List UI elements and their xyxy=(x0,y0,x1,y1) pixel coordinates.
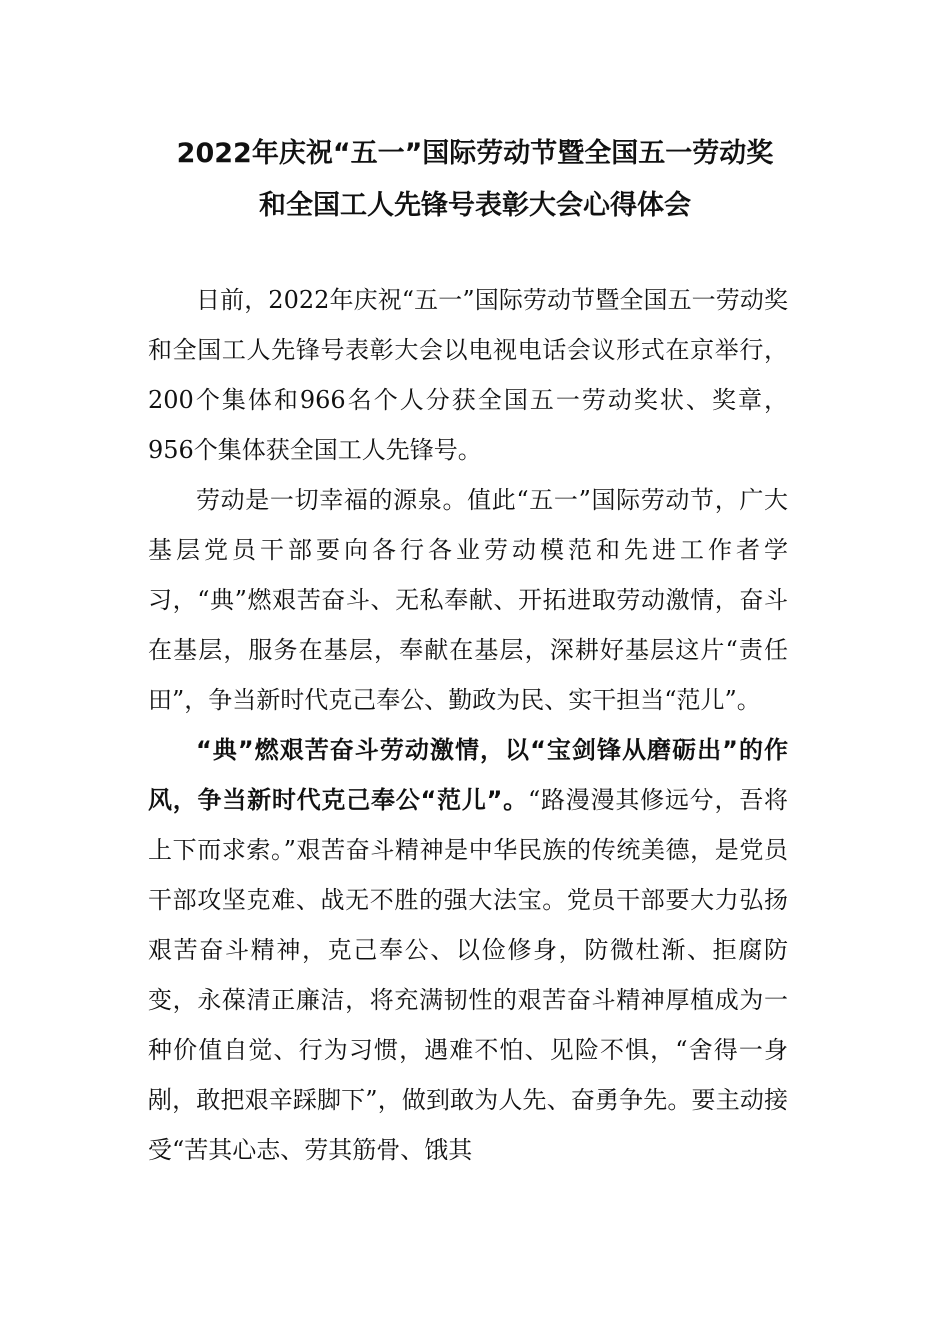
paragraph-1 xyxy=(148,275,788,475)
document-body xyxy=(148,275,788,1175)
document-title-line-1: 2022年庆祝“五一”国际劳动节暨全国五一劳动奖 xyxy=(176,138,774,169)
paragraph-3-heading: “典”燃艰苦奋斗劳动激情，以“宝剑锋从磨砺出”的作风，争当新时代克己奉公“范儿”。 xyxy=(148,736,788,814)
paragraph-3 xyxy=(148,725,788,1175)
paragraph-3-text: “路漫漫其修远兮，吾将上下而求索。”艰苦奋斗精神是中华民族的传统美德，是党员干部攻坚克难、战无不胜的强大法宝。党员干部要大力弘扬艰苦奋斗精神，克己奉公、以俭修身，防微杜渐、拒腐防变，永葆清正廉洁，将充满韧性的艰苦奋斗精神厚植成为一种价值自觉、行为习惯，遇难不怕、见险不惧，“舍得一身剐，敢把艰辛踩脚下”，做到敢为人先、奋勇争先。要主动接受“苦其心志、劳其筋骨、饿其 xyxy=(148,786,788,1164)
document-title-line-2: 和全国工人先锋号表彰大会心得体会 xyxy=(259,190,691,221)
paragraph-1-text: 日前，2022年庆祝“五一”国际劳动节暨全国五一劳动奖和全国工人先锋号表彰大会以电视电话会议形式在京举行，200个集体和966名个人分获全国五一劳动奖状、奖章，956个集体获全国工人先锋号。 xyxy=(148,286,788,464)
paragraph-2 xyxy=(148,475,788,725)
paragraph-2-text: 劳动是一切幸福的源泉。值此“五一”国际劳动节，广大基层党员干部要向各行各业劳动模范和先进工作者学习，“典”燃艰苦奋斗、无私奉献、开拓进取劳动激情，奋斗在基层，服务在基层，奉献在基层，深耕好基层这片“责任田”，争当新时代克己奉公、勤政为民、实干担当“范儿”。 xyxy=(148,486,788,714)
